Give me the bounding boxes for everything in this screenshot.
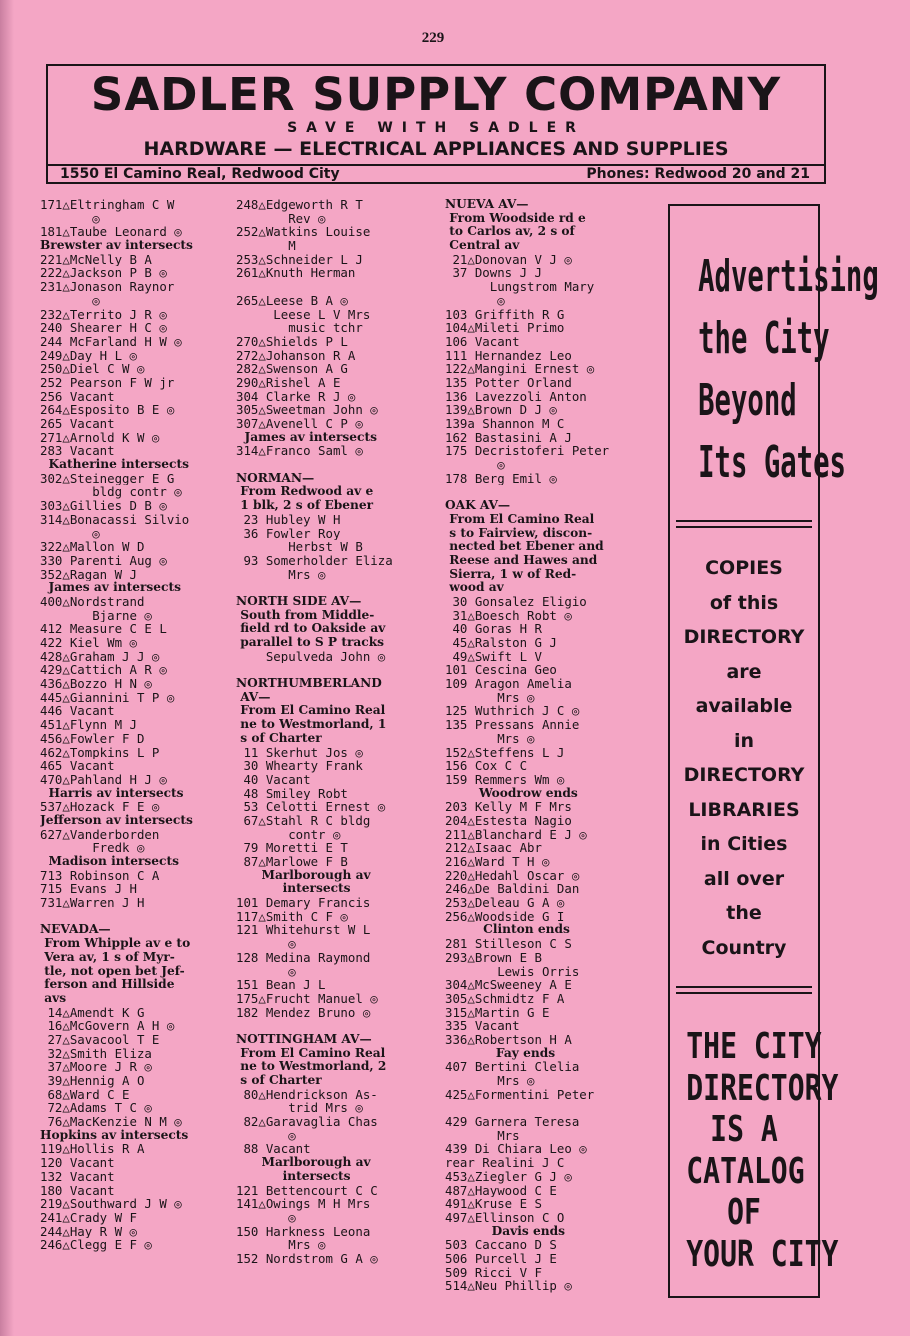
sidebar-catalog-line: IS A <box>710 1109 778 1150</box>
listing-entry: 445△Giannini T P ◎ <box>40 690 175 705</box>
street-heading: Katherine intersects <box>40 458 189 472</box>
listing-entry: 506 Purcell J E <box>445 1251 557 1266</box>
listing-entry: 180 Vacant <box>40 1183 115 1198</box>
sidebar-divider <box>676 520 812 522</box>
listing-entry: 109 Aragon Amelia <box>445 677 572 691</box>
sidebar-advertising-slogan <box>698 246 879 494</box>
listing-entry: 425△Formentini Peter <box>445 1087 595 1102</box>
sidebar-catalog-slogan <box>686 1026 839 1275</box>
street-heading: Jefferson av intersects <box>40 813 193 827</box>
listing-entry: 135 Potter Orland <box>445 375 572 390</box>
street-heading: Madison intersects <box>40 855 179 868</box>
listing-entry: 222△Jackson P B ◎ <box>40 266 167 281</box>
street-heading: South from Middle- <box>236 608 375 622</box>
listing-entry: 49△Swift L V <box>445 649 542 664</box>
listing-entry: 271△Arnold K W ◎ <box>40 430 160 445</box>
listing-entry: Mrs ◎ <box>445 1074 535 1088</box>
listing-entry: ◎ <box>236 964 296 979</box>
street-heading: s of Charter <box>236 1074 322 1087</box>
listing-entry: 231△Jonason Raynor <box>40 280 175 294</box>
listing-entry: 240 Shearer H C ◎ <box>40 321 167 335</box>
listing-entry: 219△Southward J W ◎ <box>40 1197 182 1211</box>
sidebar-notice-line: are <box>726 660 762 683</box>
sidebar-slogan-line: Its Gates <box>698 437 846 488</box>
sadler-supply-advertisement <box>46 64 826 184</box>
listing-entry: 336△Robertson H A <box>445 1032 572 1047</box>
street-heading: James av intersects <box>40 581 181 595</box>
sidebar-slogan-line: Beyond <box>698 375 797 426</box>
listing-entry: 53 Celotti Ernest ◎ <box>236 800 386 814</box>
listing-entry: 93 Somerholder Eliza <box>236 553 393 568</box>
listing-entry: 220△Hedahl Oscar ◎ <box>445 868 580 883</box>
listing-entry: 76△MacKenzie N M ◎ <box>40 1115 182 1129</box>
listing-entry: 150 Harkness Leona <box>236 1224 371 1239</box>
street-heading: Vera av, 1 s of Myr- <box>40 950 175 964</box>
listing-entry: Mrs ◎ <box>236 1238 326 1252</box>
listing-entry: 139△Brown D J ◎ <box>445 403 557 417</box>
ad-tagline: SAVE WITH SADLER <box>287 120 585 136</box>
listing-entry: 715 Evans J H <box>40 882 137 897</box>
listing-entry: 256 Vacant <box>40 389 115 404</box>
listing-entry: 87△Marlowe F B <box>236 855 348 869</box>
listing-entry: 151 Bean J L <box>236 978 326 992</box>
listing-entry: 68△Ward C E <box>40 1087 130 1102</box>
listing-entry: rear Realini J C <box>445 1156 565 1170</box>
street-heading: intersects <box>236 882 351 896</box>
listing-column-2 <box>236 198 442 1266</box>
listing-entry: 111 Hernandez Leo <box>445 348 572 363</box>
street-heading: OAK AV— <box>445 499 511 513</box>
sidebar-notice-line: LIBRARIES <box>688 798 800 821</box>
listing-entry: 23 Hubley W H <box>236 512 341 527</box>
listing-column-1 <box>40 198 232 1252</box>
listing-entry: 121 Whitehurst W L <box>236 923 371 938</box>
street-heading: tle, not open bet Jef- <box>40 964 185 978</box>
listing-entry: 314△Bonacassi Silvio <box>40 512 190 527</box>
sidebar-divider <box>676 992 812 994</box>
listing-entry: 422 Kiel Wm ◎ <box>40 636 137 650</box>
listing-entry: 106 Vacant <box>445 334 520 349</box>
listing-entry: 407 Bertini Clelia <box>445 1060 580 1074</box>
listing-entry: 252△Watkins Louise <box>236 225 371 240</box>
listing-entry: 101 Cescina Geo <box>445 663 557 678</box>
street-heading: avs <box>40 991 67 1005</box>
listing-entry: 80△Hendrickson As- <box>236 1087 378 1102</box>
listing-entry: 36 Fowler Roy <box>236 526 341 541</box>
street-heading: Hopkins av intersects <box>40 1128 189 1142</box>
ad-address: 1550 El Camino Real, Redwood City <box>60 166 340 182</box>
sidebar-notice-line: the <box>726 902 762 924</box>
listing-entry: 293△Brown E B <box>445 950 542 965</box>
listing-entry: 487△Haywood C E <box>445 1183 557 1198</box>
street-heading: nected bet Ebener and <box>445 540 604 554</box>
listing-entry: 132 Vacant <box>40 1169 115 1184</box>
listing-entry: 307△Avenell C P ◎ <box>236 417 363 431</box>
street-heading: Central av <box>445 239 520 253</box>
street-heading: From El Camino Real <box>236 704 386 718</box>
listing-entry: contr ◎ <box>236 827 341 842</box>
street-heading: 1 blk, 2 s of Ebener <box>236 499 374 513</box>
listing-entry: ◎ <box>445 458 505 472</box>
listing-entry: Mrs <box>445 1128 520 1143</box>
listing-entry: 537△Hozack F E ◎ <box>40 800 160 814</box>
listing-entry: 203 Kelly M F Mrs <box>445 800 572 814</box>
listing-entry: 48 Smiley Robt <box>236 786 348 801</box>
directory-promo-sidebar <box>668 204 879 1298</box>
listing-entry: 136 Lavezzoli Anton <box>445 389 587 404</box>
listing-entry: 446 Vacant <box>40 704 115 719</box>
ad-company-name: SADLER SUPPLY COMPANY <box>90 68 782 121</box>
listing-entry: 40 Goras H R <box>445 622 542 636</box>
sidebar-catalog-line: THE CITY <box>686 1026 822 1067</box>
listing-entry: 302△Steinegger E G <box>40 471 175 486</box>
listing-entry: 152△Steffens L J <box>445 745 565 760</box>
street-heading: Marlborough av <box>236 868 371 882</box>
listing-entry: 178 Berg Emil ◎ <box>445 471 557 486</box>
ad-product-line: HARDWARE — ELECTRICAL APPLIANCES AND SUPPLIES <box>143 138 729 160</box>
sidebar-notice-line: Country <box>701 936 787 959</box>
listing-entry: 261△Knuth Herman <box>236 266 356 281</box>
listing-entry: 156 Cox C C <box>445 759 528 773</box>
listing-entry: 72△Adams T C ◎ <box>40 1101 152 1116</box>
sidebar-slogan-line: the City <box>698 313 830 364</box>
street-heading: parallel to S P tracks <box>236 636 384 649</box>
listing-entry: 465 Vacant <box>40 759 115 773</box>
sidebar-catalog-line: OF <box>727 1192 761 1233</box>
street-heading: NEVADA— <box>40 923 111 937</box>
listing-entry: 252 Pearson F W jr <box>40 375 175 390</box>
listing-entry: ◎ <box>236 1128 296 1143</box>
listing-entry: ◎ <box>40 526 100 541</box>
listing-entry: 37△Moore J R ◎ <box>40 1060 152 1074</box>
street-heading: Harris av intersects <box>40 786 184 800</box>
listing-entry: 305△Schmidtz F A <box>445 991 565 1006</box>
street-heading: s of Charter <box>236 731 322 745</box>
sidebar-notice-line: available <box>695 695 793 717</box>
listing-entry: 322△Mallon W D <box>40 540 145 554</box>
listing-entry <box>236 581 442 595</box>
listing-entry: 412 Measure C E L <box>40 622 167 636</box>
listing-entry: 175 Decristoferi Peter <box>445 444 610 459</box>
listing-entry: 244 McFarland H W ◎ <box>40 334 182 349</box>
listing-entry: M <box>236 239 296 253</box>
listing-entry: 45△Ralston G J <box>445 636 557 650</box>
listing-entry: 627△Vanderborden <box>40 827 160 842</box>
listing-entry: bldg contr ◎ <box>40 485 182 500</box>
street-heading: intersects <box>236 1169 351 1183</box>
listing-entry: 436△Bozzo H N ◎ <box>40 677 152 691</box>
listing-entry: 221△McNelly B A <box>40 252 152 267</box>
listing-entry <box>236 280 442 294</box>
street-heading: From El Camino Real <box>445 512 595 526</box>
listing-entry: Fredk ◎ <box>40 841 145 855</box>
listing-entry: 400△Nordstrand <box>40 594 145 609</box>
listing-entry: 256△Woodside G I <box>445 909 565 924</box>
listing-entry: trid Mrs ◎ <box>236 1101 363 1116</box>
page-number: 229 <box>421 30 445 46</box>
sidebar-slogan-line: Advertising <box>698 251 879 302</box>
listing-entry: Bjarne ◎ <box>40 608 152 623</box>
listing-entry: 120 Vacant <box>40 1156 115 1170</box>
listing-entry: 14△Amendt K G <box>40 1005 145 1020</box>
street-heading: James av intersects <box>236 430 377 444</box>
listing-entry: 30 Whearty Frank <box>236 759 363 773</box>
listing-entry: music tchr <box>236 321 363 335</box>
listing-entry: 304△McSweeney A E <box>445 978 572 992</box>
listing-entry: 40 Vacant <box>236 772 311 787</box>
listing-entry: 182 Mendez Bruno ◎ <box>236 1005 371 1020</box>
listing-entry: 304 Clarke R J ◎ <box>236 389 356 404</box>
listing-entry: 290△Rishel A E <box>236 375 341 390</box>
listing-entry: 265 Vacant <box>40 417 115 431</box>
listing-entry: 104△Mileti Primo <box>445 321 565 335</box>
listing-column-3 <box>445 198 657 1293</box>
listing-entry: 21△Donovan V J ◎ <box>445 252 572 267</box>
listing-entry: Sepulveda John ◎ <box>236 649 386 664</box>
listing-entry: Rev ◎ <box>236 211 326 226</box>
listing-entry: 181△Taube Leonard ◎ <box>40 225 182 240</box>
sidebar-notice-line: COPIES <box>705 557 783 579</box>
street-heading: ferson and Hillside <box>40 978 175 992</box>
listing-entry: 249△Day H L ◎ <box>40 348 137 363</box>
street-heading: NORTHUMBERLAND <box>236 677 382 691</box>
street-heading: Clinton ends <box>445 923 570 937</box>
listing-entry: 253△Schneider L J <box>236 252 363 267</box>
listing-entry: 265△Leese B A ◎ <box>236 293 348 308</box>
listing-entry: 88 Vacant <box>236 1142 311 1157</box>
street-heading: NUEVA AV— <box>445 198 529 211</box>
listing-entry: 125 Wuthrich J C ◎ <box>445 704 580 719</box>
street-heading: AV— <box>236 690 271 704</box>
sidebar-notice-line: in Cities <box>700 833 788 855</box>
listing-entry: Mrs ◎ <box>445 731 535 746</box>
street-heading: From Redwood av e <box>236 485 374 499</box>
listing-entry: 232△Territo J R ◎ <box>40 307 167 322</box>
listing-entry: 282△Swenson A G <box>236 362 348 376</box>
listing-entry <box>236 663 442 677</box>
listing-entry: 171△Eltringham C W <box>40 198 175 212</box>
sidebar-catalog-line: DIRECTORY <box>686 1067 839 1109</box>
listing-entry: 456△Fowler F D <box>40 731 145 746</box>
listing-entry: ◎ <box>40 211 100 226</box>
street-heading: Davis ends <box>445 1224 565 1238</box>
listing-entry: 250△Diel C W ◎ <box>40 362 145 376</box>
listing-entry: Mrs ◎ <box>445 690 535 705</box>
listing-entry: 429 Garnera Teresa <box>445 1115 580 1129</box>
listing-entry: 67△Stahl R C bldg <box>236 813 371 828</box>
sidebar-catalog-line: YOUR CITY <box>686 1233 839 1275</box>
listing-entry: 330 Parenti Aug ◎ <box>40 553 167 568</box>
listing-entry: 352△Ragan W J <box>40 567 137 582</box>
listing-entry: 244△Hay R W ◎ <box>40 1224 137 1239</box>
listing-entry: 39△Hennig A O <box>40 1074 145 1088</box>
street-heading: s to Fairview, discon- <box>445 526 593 540</box>
listing-entry <box>236 458 442 472</box>
listing-entry: 162 Bastasini A J <box>445 430 572 445</box>
street-heading: to Carlos av, 2 s of <box>445 225 575 239</box>
listing-entry: 27△Savacool T E <box>40 1032 160 1047</box>
listing-entry: ◎ <box>445 293 505 308</box>
street-heading: Marlborough av <box>236 1156 371 1170</box>
listing-entry: 31△Boesch Robt ◎ <box>445 608 572 623</box>
street-heading: From El Camino Real <box>236 1046 386 1060</box>
listing-entry: 305△Sweetman John ◎ <box>236 403 378 417</box>
street-heading: ne to Westmorland, 1 <box>236 718 387 732</box>
street-heading: Sierra, 1 w of Red- <box>445 567 577 581</box>
listing-entry: 139a Shannon M C <box>445 417 565 431</box>
listing-entry: 11 Skerhut Jos ◎ <box>236 745 363 760</box>
listing-entry <box>236 1019 442 1033</box>
listing-entry: 315△Martin G E <box>445 1005 550 1020</box>
listing-entry: Mrs ◎ <box>236 567 326 582</box>
listing-entry: Lewis Orris <box>445 964 580 979</box>
street-heading: NORMAN— <box>236 471 315 485</box>
listing-entry: 30 Gonsalez Eligio <box>445 594 587 609</box>
listing-entry: 216△Ward T H ◎ <box>445 855 550 869</box>
listing-entry: 453△Ziegler G J ◎ <box>445 1169 572 1184</box>
listing-entry: 135 Pressans Annie <box>445 718 580 732</box>
street-heading: Woodrow ends <box>445 786 578 800</box>
listing-entry: 281 Stilleson C S <box>445 937 572 951</box>
street-heading: Brewster av intersects <box>40 239 193 253</box>
sidebar-divider <box>676 526 812 528</box>
sidebar-notice-line: DIRECTORY <box>683 626 805 648</box>
listing-entry: 101 Demary Francis <box>236 896 371 910</box>
listing-entry: Leese L V Mrs <box>236 307 371 322</box>
listing-entry: Lungstrom Mary <box>445 280 595 294</box>
listing-entry: 272△Johanson R A <box>236 348 356 363</box>
listing-entry: 141△Owings M H Mrs <box>236 1197 371 1211</box>
listing-entry: 128 Medina Raymond <box>236 950 371 965</box>
street-heading: Fay ends <box>445 1046 556 1060</box>
listing-entry <box>40 910 232 924</box>
listing-entry: 314△Franco Saml ◎ <box>236 444 363 459</box>
listing-entry: 731△Warren J H <box>40 896 145 910</box>
listing-entry: 428△Graham J J ◎ <box>40 649 160 664</box>
street-heading: ne to Westmorland, 2 <box>236 1060 387 1074</box>
page-edge-shadow <box>0 0 14 1336</box>
listing-entry: 241△Crady W F <box>40 1210 137 1225</box>
listing-entry: 713 Robinson C A <box>40 868 160 883</box>
street-heading: NORTH SIDE AV— <box>236 594 362 608</box>
listing-entry: 79 Moretti E T <box>236 841 348 855</box>
listing-entry: 121 Bettencourt C C <box>236 1183 378 1198</box>
listing-entry: 82△Garavaglia Chas <box>236 1115 378 1129</box>
listing-entry: 211△Blanchard E J ◎ <box>445 827 587 842</box>
listing-entry: 37 Downs J J <box>445 266 542 281</box>
listing-entry <box>445 485 657 499</box>
street-heading: field rd to Oakside av <box>236 622 386 636</box>
listing-entry: 509 Ricci V F <box>445 1265 542 1280</box>
listing-entry: 32△Smith Eliza <box>40 1046 152 1061</box>
listing-entry: 119△Hollis R A <box>40 1142 145 1157</box>
sidebar-notice-line: in <box>733 729 755 752</box>
listing-entry: 470△Pahland H J ◎ <box>40 772 167 787</box>
listing-entry: 253△Deleau G A ◎ <box>445 896 565 910</box>
listing-entry: 117△Smith C F ◎ <box>236 909 348 924</box>
listing-entry: 439 Di Chiara Leo ◎ <box>445 1142 587 1157</box>
listing-entry: 462△Tompkins L P <box>40 745 160 760</box>
listing-entry: 152 Nordstrom G A ◎ <box>236 1251 378 1266</box>
ad-phones: Phones: Redwood 20 and 21 <box>586 166 810 182</box>
listing-entry: 270△Shields P L <box>236 334 348 349</box>
listing-entry: 335 Vacant <box>445 1019 520 1033</box>
listing-entry: 175△Frucht Manuel ◎ <box>236 991 378 1006</box>
listing-entry: 159 Remmers Wm ◎ <box>445 772 565 787</box>
sidebar-notice-line: DIRECTORY <box>683 764 805 786</box>
listing-entry: 503 Caccano D S <box>445 1238 557 1252</box>
listing-entry: 246△De Baldini Dan <box>445 882 580 897</box>
sidebar-divider <box>676 986 812 988</box>
listing-entry: 103 Griffith R G <box>445 307 565 322</box>
listing-entry <box>445 1101 657 1115</box>
sidebar-notice-line: of this <box>709 591 779 614</box>
listing-entry: 451△Flynn M J <box>40 718 137 732</box>
listing-entry: 497△Ellinson C O <box>445 1210 565 1225</box>
listing-entry: ◎ <box>40 293 100 308</box>
listing-entry: 16△McGovern A H ◎ <box>40 1019 175 1033</box>
listing-entry: 204△Estesta Nagio <box>445 813 572 828</box>
listing-entry: 491△Kruse E S <box>445 1197 542 1211</box>
street-heading: Reese and Hawes and <box>445 553 598 567</box>
listing-entry: 303△Gillies D B ◎ <box>40 499 167 513</box>
listing-entry: 212△Isaac Abr <box>445 841 542 855</box>
listing-entry: 246△Clegg E F ◎ <box>40 1238 152 1252</box>
street-heading: From Whipple av e to <box>40 937 191 951</box>
listing-entry: 429△Cattich A R ◎ <box>40 663 167 678</box>
listing-entry: 514△Neu Phillip ◎ <box>445 1279 572 1293</box>
street-heading: wood av <box>445 581 504 595</box>
listing-entry: ◎ <box>236 1210 296 1225</box>
sidebar-copies-notice <box>670 551 818 965</box>
listing-entry: Herbst W B <box>236 540 363 554</box>
listing-entry: 248△Edgeworth R T <box>236 198 363 212</box>
street-heading: NOTTINGHAM AV— <box>236 1032 372 1046</box>
listing-entry: 283 Vacant <box>40 444 115 459</box>
listing-entry: ◎ <box>236 937 296 951</box>
listing-entry: 122△Mangini Ernest ◎ <box>445 362 595 376</box>
listing-entry: 264△Esposito B E ◎ <box>40 403 175 417</box>
sidebar-notice-line: all over <box>703 867 785 890</box>
sidebar-catalog-line: CATALOG <box>686 1150 805 1192</box>
street-heading: From Woodside rd e <box>445 211 586 225</box>
